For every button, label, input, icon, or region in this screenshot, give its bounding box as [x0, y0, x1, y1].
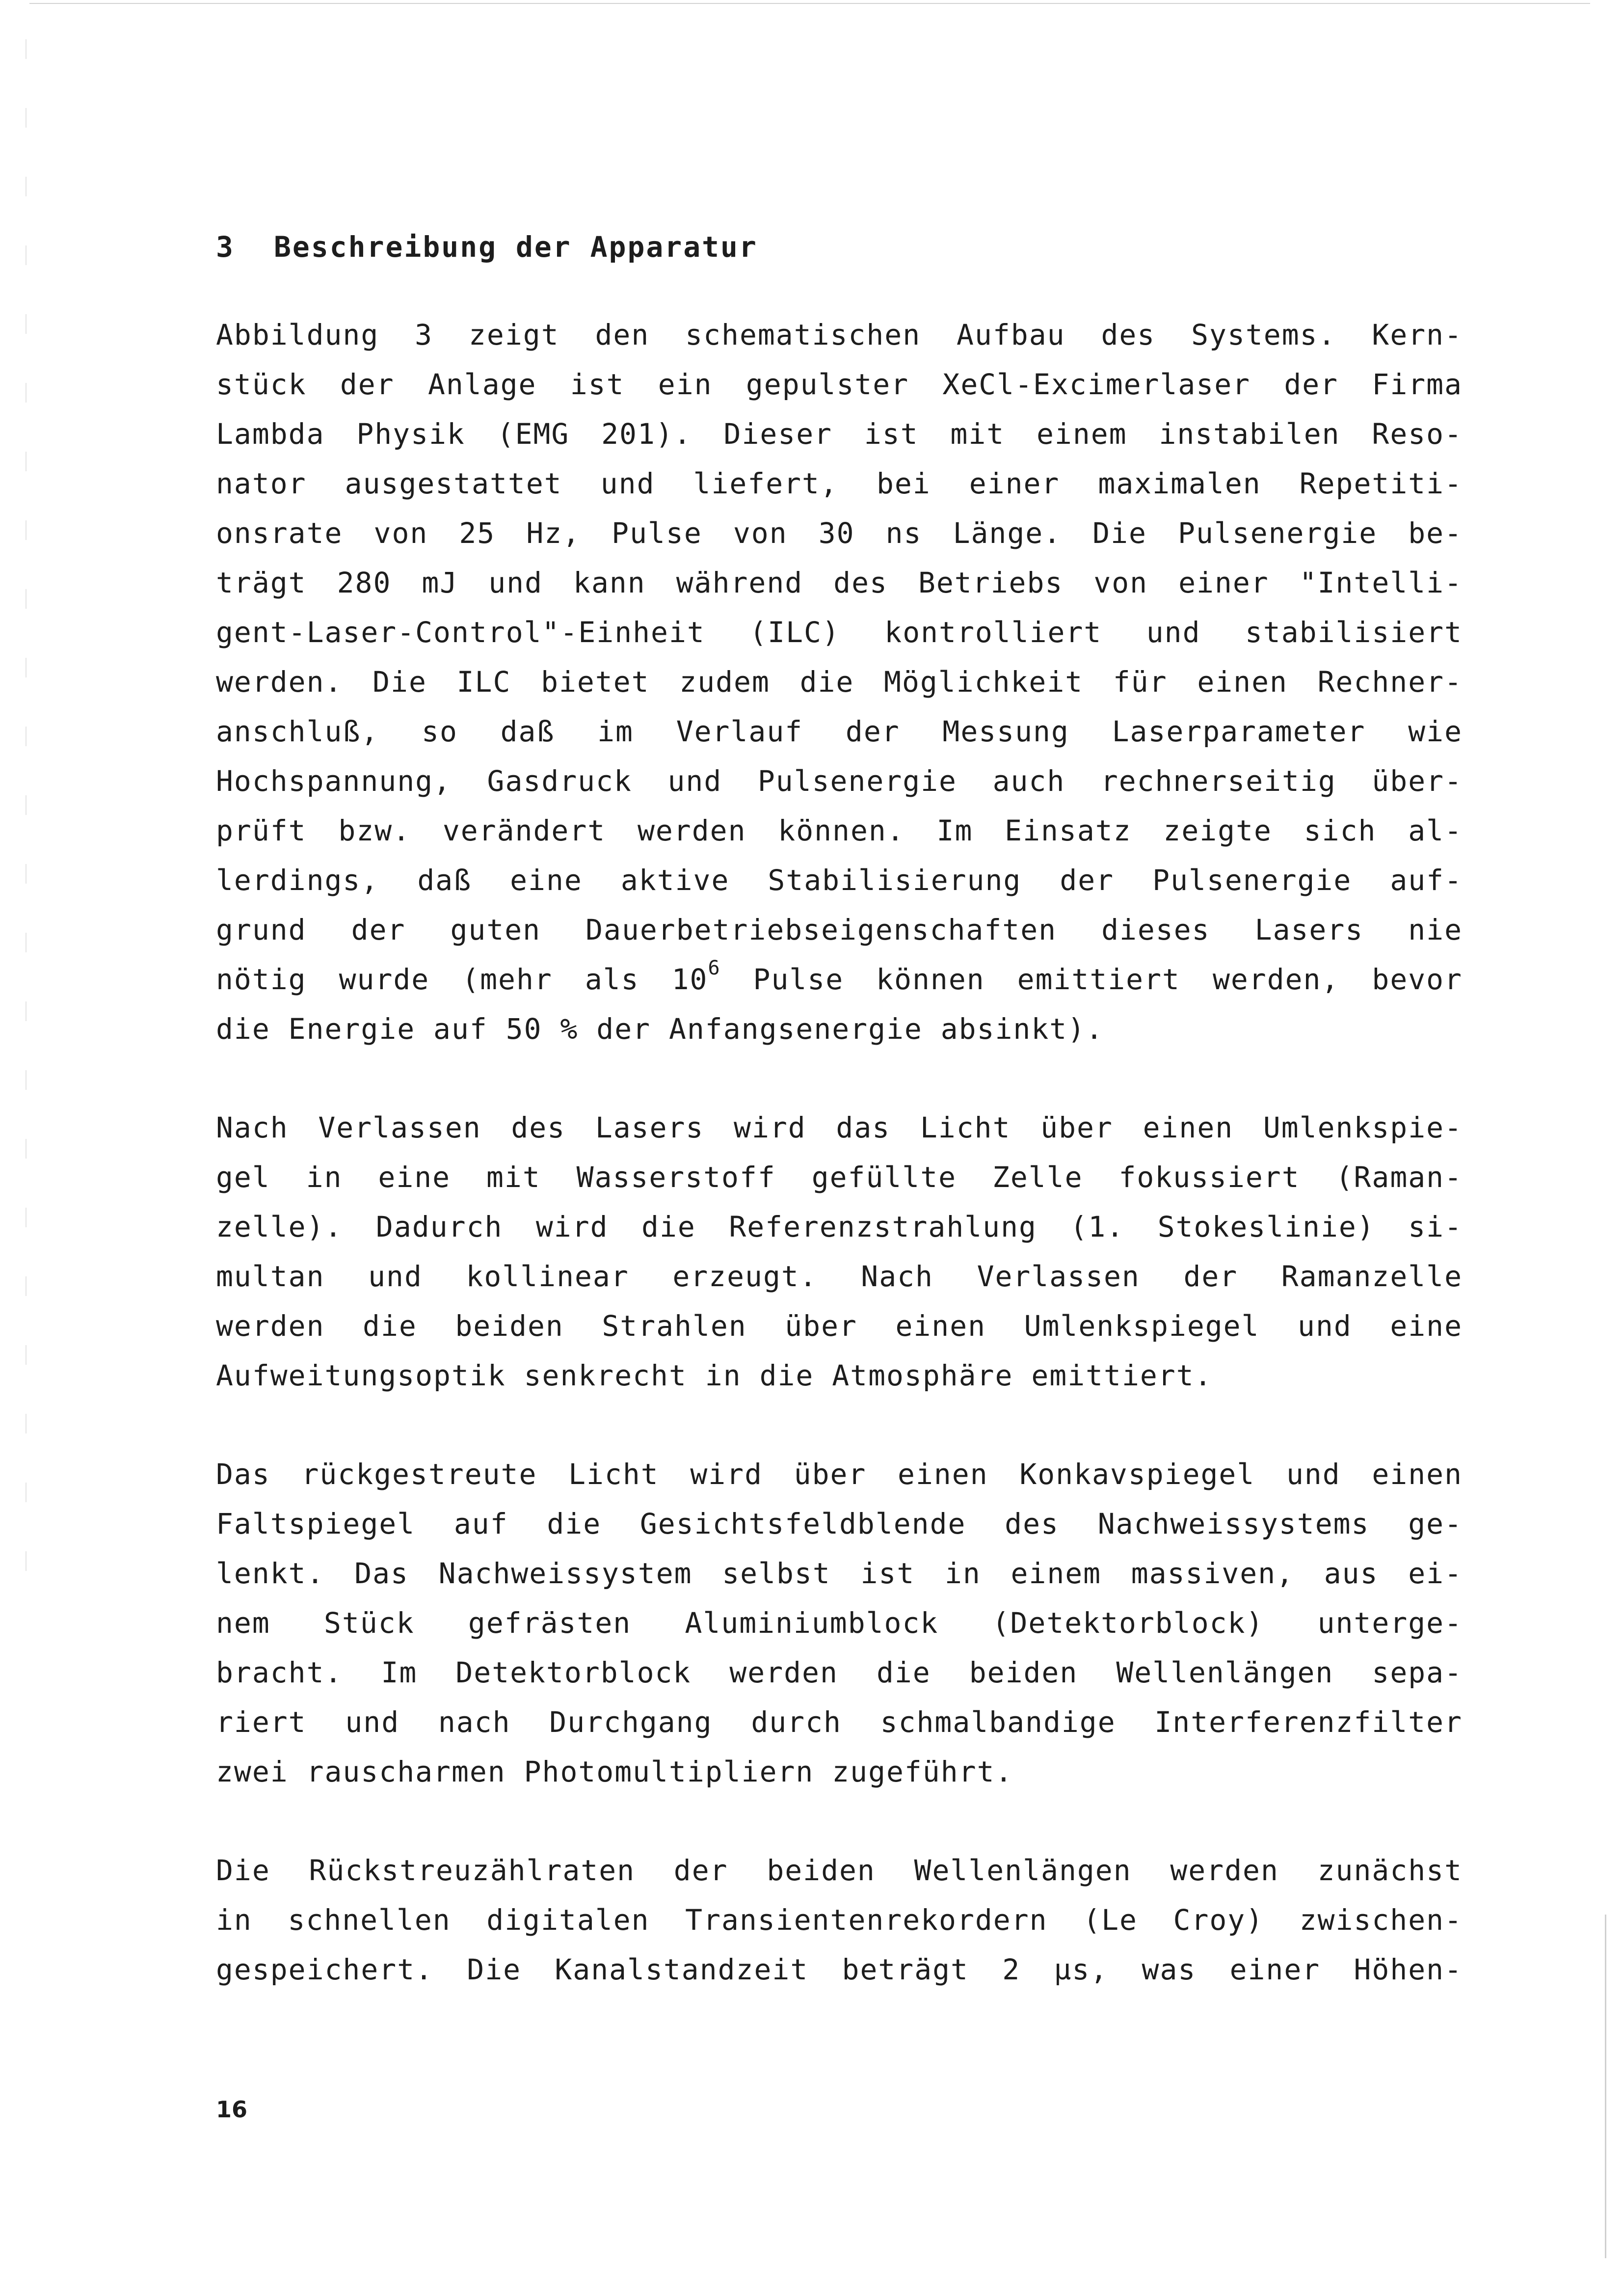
text-line: nator ausgestattet und liefert, bei einer maximalen Repetiti-	[216, 467, 1463, 500]
text-line: gent-Laser-Control"-Einheit (ILC) kontrolliert und stabilisiert	[216, 616, 1463, 649]
text-line: Aufweitungsoptik senkrecht in die Atmosphäre emittiert.	[216, 1359, 1213, 1392]
text-line: die Energie auf 50 % der Anfangsenergie absinkt).	[216, 1012, 1104, 1046]
text-line: prüft bzw. verändert werden können. Im Einsatz zeigte sich al-	[216, 814, 1463, 847]
text-line: zwei rauscharmen Photomultipliern zugeführt.	[216, 1755, 1013, 1788]
text-line: gel in eine mit Wasserstoff gefüllte Zelle fokussiert (Raman-	[216, 1161, 1463, 1194]
paragraph-raman-cell	[216, 1103, 1463, 1401]
text-line: Das rückgestreute Licht wird über einen Konkavspiegel und einen	[216, 1458, 1463, 1491]
page-number: 16	[216, 2096, 248, 2123]
text-line: lerdings, daß eine aktive Stabilisierung der Pulsenergie auf-	[216, 864, 1463, 897]
text-line: in schnellen digitalen Transientenrekordern (Le Croy) zwischen-	[216, 1903, 1463, 1937]
text-line: Lambda Physik (EMG 201). Dieser ist mit einem instabilen Reso-	[216, 417, 1463, 451]
exponent-superscript: 6	[708, 957, 721, 979]
text-segment: nötig wurde (mehr als 10	[216, 963, 708, 996]
text-line: Abbildung 3 zeigt den schematischen Aufbau des Systems. Kern-	[216, 318, 1463, 351]
text-line: onsrate von 25 Hz, Pulse von 30 ns Länge. Die Pulsenergie be-	[216, 516, 1463, 550]
text-line: Faltspiegel auf die Gesichtsfeldblende des Nachweissystems ge-	[216, 1507, 1463, 1540]
text-line: lenkt. Das Nachweissystem selbst ist in einem massiven, aus ei-	[216, 1557, 1463, 1590]
text-line-with-superscript	[216, 955, 1463, 1004]
text-line: anschluß, so daß im Verlauf der Messung Laserparameter wie	[216, 715, 1463, 748]
paragraph-laser	[216, 310, 1463, 1054]
section-heading	[216, 231, 1463, 263]
text-line: nem Stück gefrästen Aluminiumblock (Detektorblock) unterge-	[216, 1606, 1463, 1640]
scan-edge-artifact	[1605, 1915, 1606, 2258]
text-line: Hochspannung, Gasdruck und Pulsenergie auch rechnerseitig über-	[216, 764, 1463, 798]
text-line: multan und kollinear erzeugt. Nach Verlassen der Ramanzelle	[216, 1260, 1463, 1293]
text-segment: Pulse können emittiert werden, bevor	[720, 963, 1463, 996]
text-line: bracht. Im Detektorblock werden die beiden Wellenlängen sepa-	[216, 1656, 1463, 1689]
text-line: Die Rückstreuzählraten der beiden Wellenlängen werden zunächst	[216, 1854, 1463, 1887]
text-line: stück der Anlage ist ein gepulster XeCl-Excimerlaser der Firma	[216, 368, 1463, 401]
text-line: werden. Die ILC bietet zudem die Möglichkeit für einen Rechner-	[216, 665, 1463, 699]
scan-edge-artifact	[26, 39, 27, 1610]
section-number: 3	[216, 230, 235, 264]
scan-edge-artifact	[29, 3, 1590, 4]
paragraph-transient-recorders	[216, 1846, 1463, 1995]
text-line: trägt 280 mJ und kann während des Betriebs von einer "Intelli-	[216, 566, 1463, 599]
text-column	[216, 231, 1463, 2044]
paragraph-detector	[216, 1450, 1463, 1797]
text-line: werden die beiden Strahlen über einen Umlenkspiegel und eine	[216, 1309, 1463, 1343]
section-title: Beschreibung der Apparatur	[274, 230, 758, 264]
text-line: riert und nach Durchgang durch schmalbandige Interferenzfilter	[216, 1705, 1463, 1739]
text-line: gespeichert. Die Kanalstandzeit beträgt 2 µs, was einer Höhen-	[216, 1953, 1463, 1986]
text-line: Nach Verlassen des Lasers wird das Licht über einen Umlenkspie-	[216, 1111, 1463, 1144]
text-line: grund der guten Dauerbetriebseigenschaften dieses Lasers nie	[216, 913, 1463, 946]
text-line: zelle). Dadurch wird die Referenzstrahlung (1. Stokeslinie) si-	[216, 1210, 1463, 1243]
